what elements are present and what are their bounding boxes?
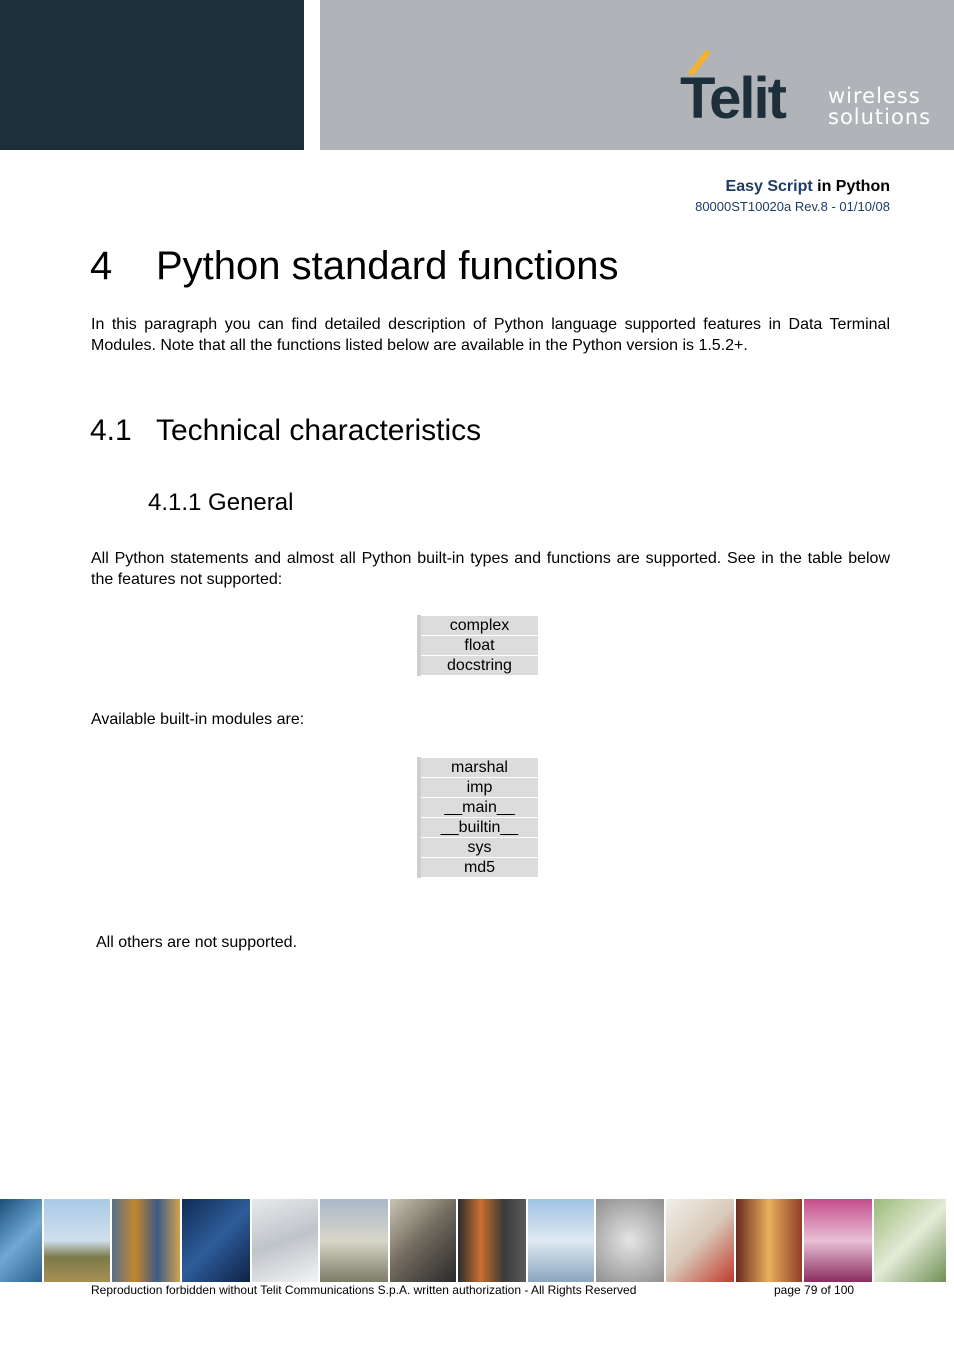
subsubsection-heading: 4.1.1 General xyxy=(148,489,294,516)
logo-wordmark: Telit xyxy=(680,66,785,131)
closing-text: All others are not supported. xyxy=(96,934,298,951)
table-cell: docstring xyxy=(419,656,538,676)
footer-photo xyxy=(736,1199,802,1282)
footer-photo xyxy=(182,1199,250,1282)
footer-photo xyxy=(596,1199,664,1282)
document-revision: 80000ST10020a Rev.8 - 01/10/08 xyxy=(695,199,890,214)
unsupported-features-table xyxy=(417,615,538,676)
section-number: 4 xyxy=(90,244,113,288)
header-dark-panel xyxy=(0,0,304,150)
table-cell: sys xyxy=(419,838,538,858)
document-title xyxy=(726,178,890,196)
general-paragraph: All Python statements and almost all Python built-in types and functions are supported. See in the table below the features not supported: xyxy=(91,550,890,588)
footer-photo xyxy=(320,1199,388,1282)
footer-photo-strip xyxy=(0,1199,954,1282)
footer-copyright: Reproduction forbidden without Telit Communications S.p.A. written authorization - All Rights Reserved xyxy=(91,1283,637,1297)
footer-photo xyxy=(390,1199,456,1282)
subsection-heading xyxy=(90,416,481,446)
logo-tagline-1: wireless xyxy=(828,84,921,108)
subsection-title: Technical characteristics xyxy=(156,414,482,447)
doc-title-suffix: in Python xyxy=(812,178,890,195)
subsection-number: 4.1 xyxy=(90,414,132,447)
footer-photo xyxy=(458,1199,526,1282)
table-cell: md5 xyxy=(419,858,538,878)
table-cell: float xyxy=(419,636,538,656)
footer-photo xyxy=(874,1199,946,1282)
table-cell: marshal xyxy=(419,758,538,778)
doc-title-product: Easy Script xyxy=(725,178,813,195)
section-intro-paragraph: In this paragraph you can find detailed description of Python language supported features in Data Terminal Modules. Note that all the functions listed below are available in the Python version is 1.5.2+. xyxy=(91,316,890,354)
section-title: Python standard functions xyxy=(156,244,619,288)
footer-page-number: page 79 of 100 xyxy=(774,1283,855,1297)
logo-tagline-2: solutions xyxy=(828,105,932,129)
telit-logo xyxy=(676,48,936,132)
builtin-modules-table xyxy=(417,757,538,878)
table-cell: imp xyxy=(419,778,538,798)
footer-photo xyxy=(0,1199,42,1282)
footer-photo xyxy=(666,1199,734,1282)
footer-photo xyxy=(804,1199,872,1282)
footer-photo xyxy=(528,1199,594,1282)
table-cell: __main__ xyxy=(419,798,538,818)
footer-photo xyxy=(252,1199,318,1282)
modules-intro-text: Available built-in modules are: xyxy=(91,711,305,728)
table-cell: __builtin__ xyxy=(419,818,538,838)
table-cell: complex xyxy=(419,616,538,636)
footer-photo xyxy=(112,1199,180,1282)
footer-photo xyxy=(44,1199,110,1282)
section-heading xyxy=(90,246,619,286)
